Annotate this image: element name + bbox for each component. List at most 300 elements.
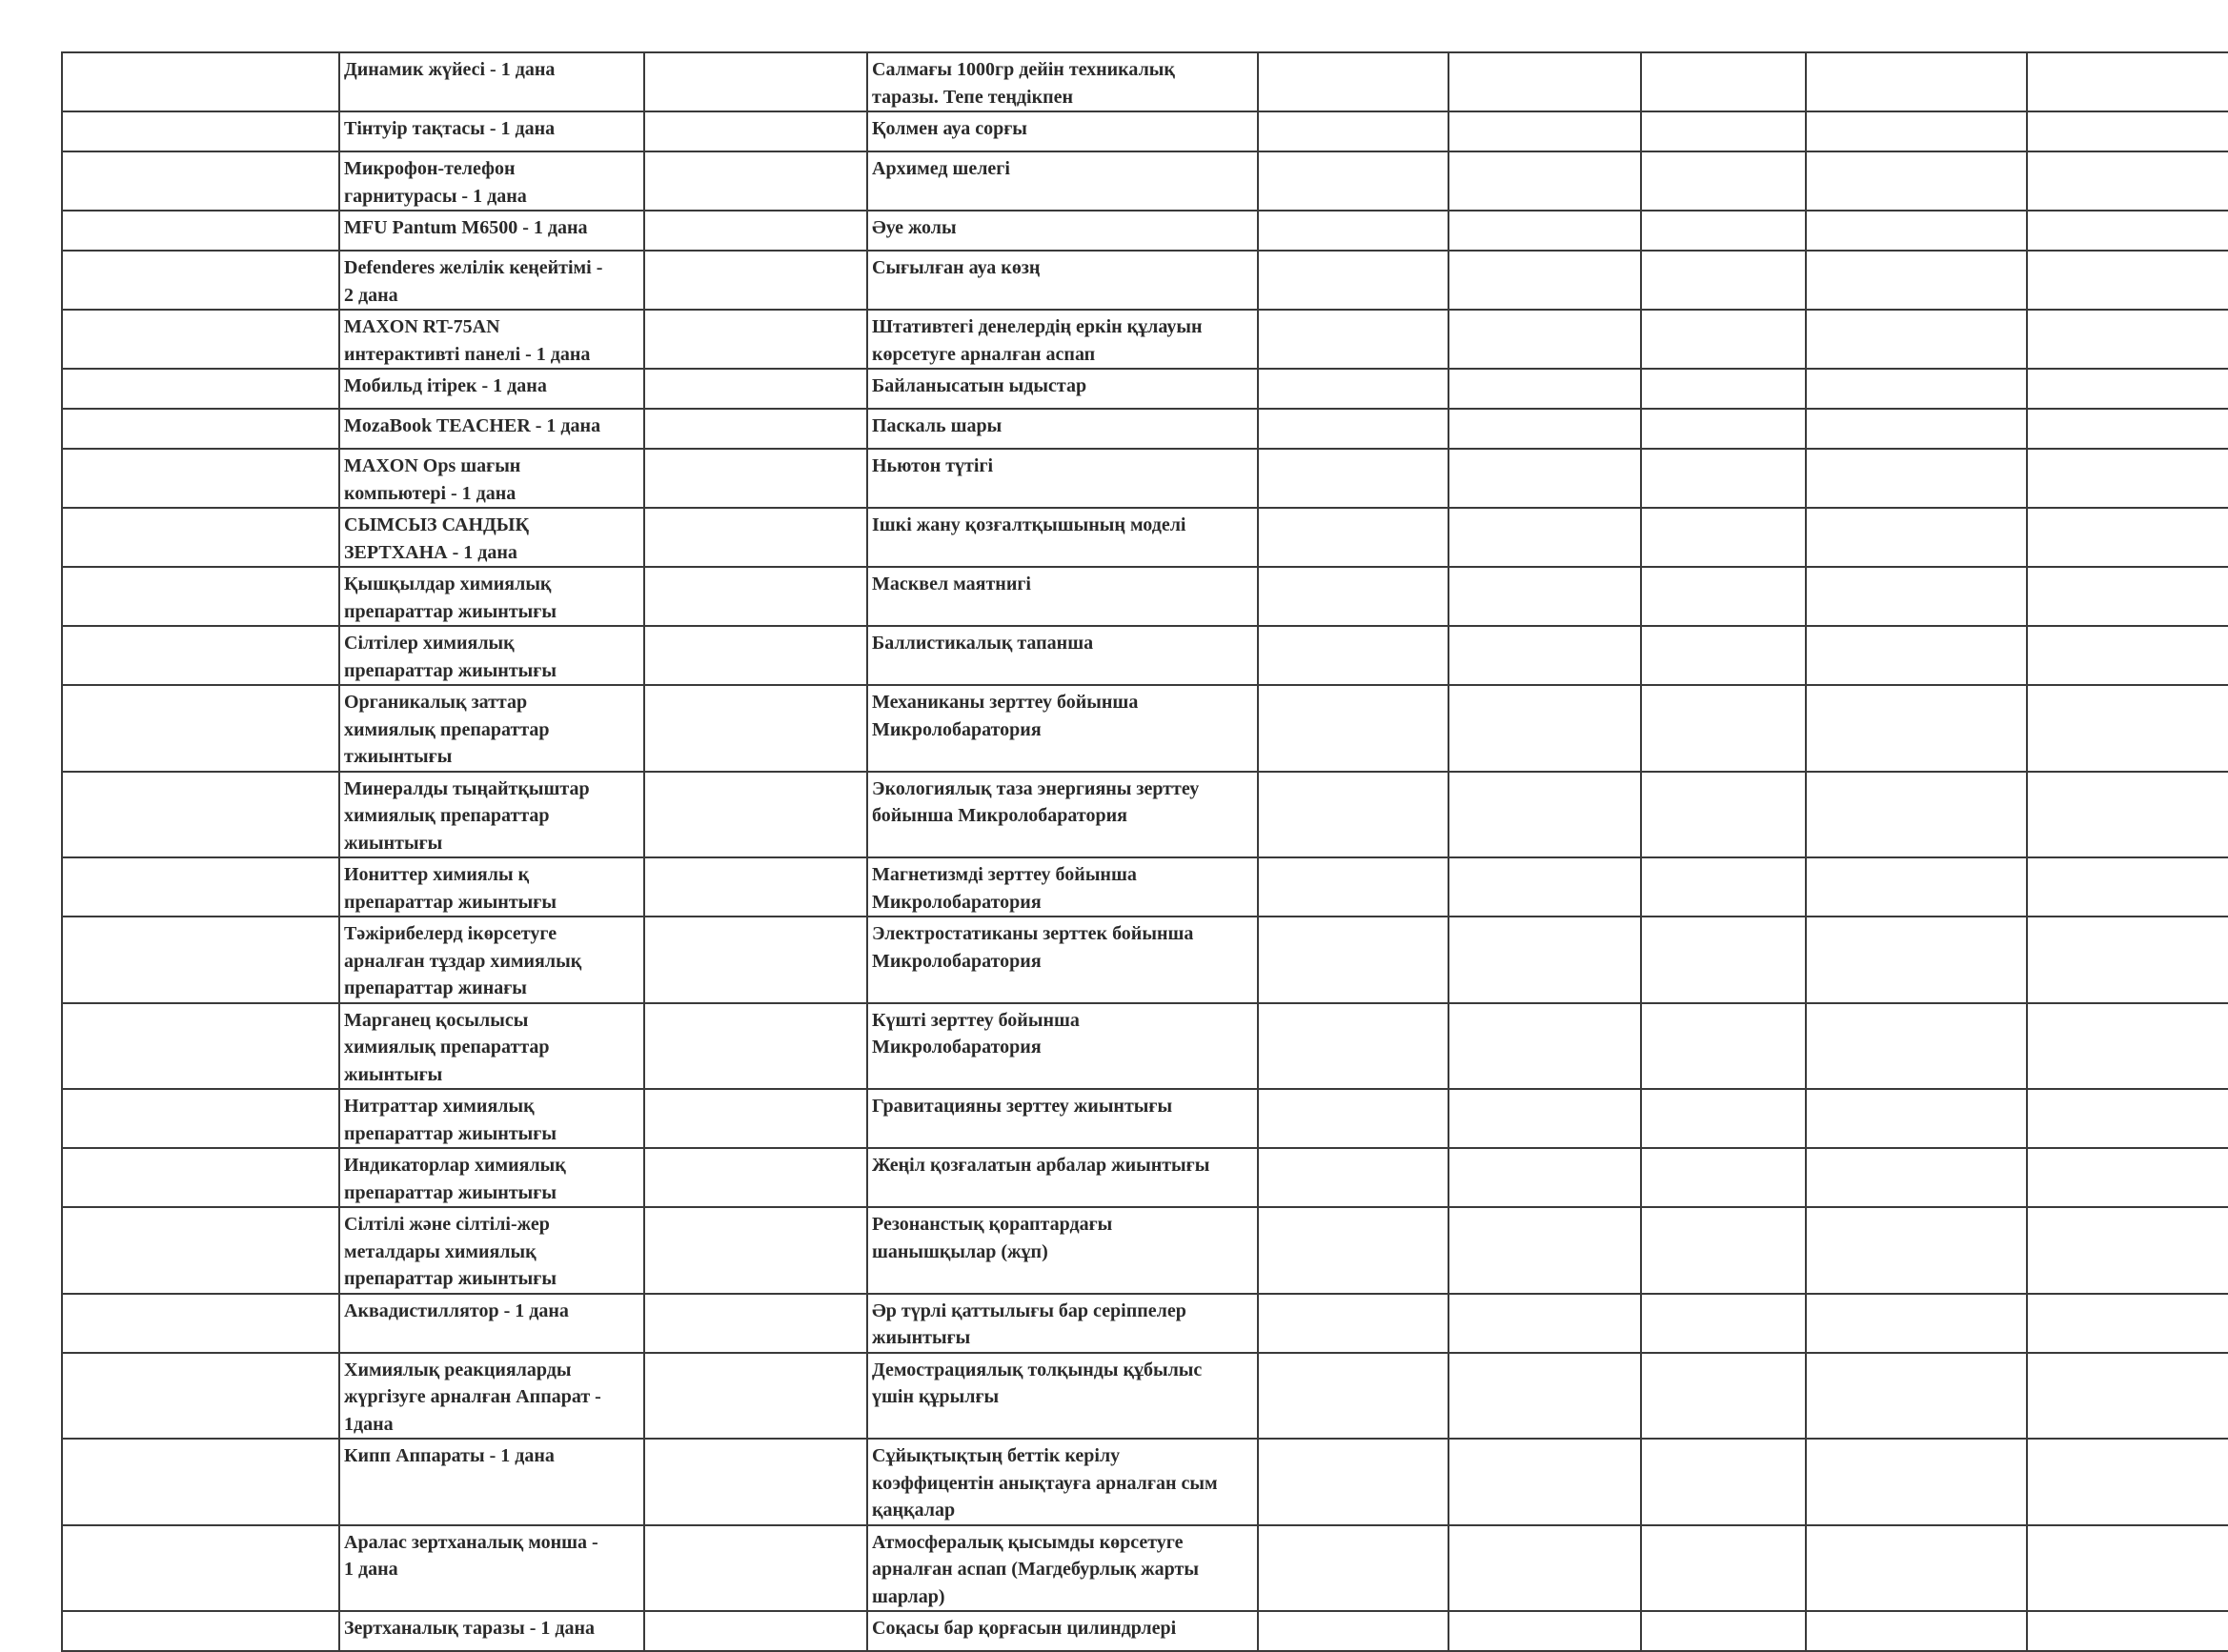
empty-cell — [2027, 1611, 2228, 1651]
empty-cell — [62, 626, 339, 685]
empty-cell — [644, 917, 867, 1003]
empty-cell — [2027, 151, 2228, 211]
apparatus-name: Гравитацияны зерттеу жиынтығы — [872, 1096, 1173, 1117]
empty-cell — [1641, 1525, 1806, 1612]
apparatus-name-cell — [867, 1089, 1258, 1148]
equipment-name-cell — [339, 772, 644, 858]
apparatus-name: Сығылған ауа көзң — [872, 257, 1041, 278]
empty-cell — [1448, 772, 1641, 858]
empty-cell — [1258, 685, 1448, 772]
empty-cell — [1806, 111, 2027, 151]
equipment-name: Мобильд ітірек - 1 дана — [344, 375, 547, 396]
empty-cell — [1641, 1207, 1806, 1294]
apparatus-name: Архимед шелегі — [872, 158, 1010, 179]
equipment-name-cell — [339, 1525, 644, 1612]
empty-cell — [644, 685, 867, 772]
empty-cell — [2027, 1089, 2228, 1148]
empty-cell — [1258, 310, 1448, 369]
empty-cell — [1258, 211, 1448, 251]
apparatus-name: Электростатиканы зерттек бойынша Микролобаратория — [872, 923, 1194, 972]
empty-cell — [644, 409, 867, 449]
empty-cell — [1806, 1353, 2027, 1440]
equipment-name: Сілтілер химиялық препараттар жиынтығы — [344, 633, 557, 681]
empty-cell — [1806, 857, 2027, 917]
empty-cell — [1258, 369, 1448, 409]
empty-cell — [1641, 626, 1806, 685]
table-row — [62, 508, 2228, 567]
equipment-name-cell — [339, 310, 644, 369]
empty-cell — [62, 52, 339, 111]
apparatus-name: Резонанстық қораптардағы шанышқылар (жұп) — [872, 1214, 1113, 1262]
equipment-name-cell — [339, 151, 644, 211]
table-row — [62, 1439, 2228, 1525]
equipment-name: Химиялық реакцияларды жүргізуге арналған Аппарат - 1дана — [344, 1359, 601, 1435]
empty-cell — [644, 111, 867, 151]
empty-cell — [1641, 449, 1806, 508]
empty-cell — [1806, 52, 2027, 111]
apparatus-name-cell — [867, 1439, 1258, 1525]
empty-cell — [2027, 1207, 2228, 1294]
empty-cell — [62, 151, 339, 211]
apparatus-name-cell — [867, 1207, 1258, 1294]
empty-cell — [1641, 1353, 1806, 1440]
apparatus-name: Соқасы бар қорғасын цилиндрлері — [872, 1618, 1177, 1639]
equipment-name-cell — [339, 567, 644, 626]
empty-cell — [644, 1294, 867, 1353]
apparatus-name-cell — [867, 251, 1258, 310]
table-row — [62, 52, 2228, 111]
table-row — [62, 917, 2228, 1003]
empty-cell — [1641, 151, 1806, 211]
apparatus-name: Ішкі жану қозғалтқышының моделі — [872, 514, 1186, 535]
equipment-name-cell — [339, 409, 644, 449]
empty-cell — [1806, 1294, 2027, 1353]
empty-cell — [644, 251, 867, 310]
empty-cell — [1806, 1525, 2027, 1612]
equipment-name: MFU Pantum M6500 - 1 дана — [344, 217, 588, 238]
equipment-name: Сілтілі және сілтілі-жер металдары химиялық препараттар жиынтығы — [344, 1214, 557, 1289]
empty-cell — [2027, 772, 2228, 858]
empty-cell — [2027, 567, 2228, 626]
equipment-name-cell — [339, 211, 644, 251]
equipment-name: Минералды тыңайтқыштар химиялық препараттар жиынтығы — [344, 777, 590, 854]
empty-cell — [62, 685, 339, 772]
empty-cell — [644, 857, 867, 917]
equipment-name: MAXON Ops шағын компьютері - 1 дана — [344, 455, 521, 504]
empty-cell — [1448, 567, 1641, 626]
empty-cell — [1641, 567, 1806, 626]
empty-cell — [62, 567, 339, 626]
apparatus-name-cell — [867, 626, 1258, 685]
apparatus-name-cell — [867, 1003, 1258, 1090]
apparatus-name-cell — [867, 1611, 1258, 1651]
empty-cell — [1258, 772, 1448, 858]
equipment-name-cell — [339, 449, 644, 508]
equipment-name-cell — [339, 685, 644, 772]
empty-cell — [644, 369, 867, 409]
empty-cell — [1448, 1525, 1641, 1612]
table-row — [62, 857, 2228, 917]
apparatus-name-cell — [867, 151, 1258, 211]
equipment-name: Индикаторлар химиялық препараттар жиынтығы — [344, 1155, 566, 1203]
equipment-name: Нитраттар химиялық препараттар жиынтығы — [344, 1096, 557, 1144]
empty-cell — [644, 1089, 867, 1148]
empty-cell — [1806, 151, 2027, 211]
equipment-name: Тінтуір тақтасы - 1 дана — [344, 118, 556, 139]
empty-cell — [1448, 111, 1641, 151]
apparatus-name-cell — [867, 1294, 1258, 1353]
equipment-name-cell — [339, 917, 644, 1003]
empty-cell — [1448, 251, 1641, 310]
table-row — [62, 251, 2228, 310]
empty-cell — [1448, 685, 1641, 772]
empty-cell — [1448, 857, 1641, 917]
apparatus-name: Механиканы зерттеу бойынша Микролобаратория — [872, 692, 1139, 740]
empty-cell — [2027, 1439, 2228, 1525]
empty-cell — [644, 1003, 867, 1090]
table-row — [62, 685, 2228, 772]
table-row — [62, 567, 2228, 626]
empty-cell — [1448, 369, 1641, 409]
equipment-name-cell — [339, 1148, 644, 1207]
empty-cell — [1806, 626, 2027, 685]
empty-cell — [1258, 1148, 1448, 1207]
empty-cell — [1448, 211, 1641, 251]
apparatus-name: Күшті зерттеу бойынша Микролобаратория — [872, 1009, 1080, 1058]
empty-cell — [2027, 251, 2228, 310]
empty-cell — [62, 1611, 339, 1651]
equipment-name-cell — [339, 1207, 644, 1294]
table-row — [62, 1207, 2228, 1294]
empty-cell — [1258, 567, 1448, 626]
empty-cell — [1258, 111, 1448, 151]
empty-cell — [1448, 449, 1641, 508]
empty-cell — [1448, 508, 1641, 567]
equipment-name: Аквадистиллятор - 1 дана — [344, 1299, 569, 1321]
empty-cell — [1806, 567, 2027, 626]
empty-cell — [644, 567, 867, 626]
empty-cell — [1448, 1207, 1641, 1294]
apparatus-name: Ньютон түтігі — [872, 455, 994, 476]
empty-cell — [62, 857, 339, 917]
empty-cell — [1806, 369, 2027, 409]
equipment-name: MAXON RT-75AN интерактивті панелі - 1 дана — [344, 316, 591, 365]
empty-cell — [1258, 1089, 1448, 1148]
equipment-name-cell — [339, 251, 644, 310]
empty-cell — [1806, 1611, 2027, 1651]
empty-cell — [644, 1525, 867, 1612]
apparatus-name: Экологиялық таза энергияны зерттеу бойынша Микролобаратория — [872, 777, 1200, 826]
table-row — [62, 1611, 2228, 1651]
empty-cell — [1258, 1525, 1448, 1612]
empty-cell — [1806, 251, 2027, 310]
apparatus-name: Әуе жолы — [872, 217, 957, 238]
empty-cell — [1448, 1003, 1641, 1090]
empty-cell — [2027, 857, 2228, 917]
empty-cell — [1258, 1611, 1448, 1651]
empty-cell — [644, 211, 867, 251]
empty-cell — [1641, 409, 1806, 449]
empty-cell — [2027, 1353, 2228, 1440]
empty-cell — [1448, 1353, 1641, 1440]
empty-cell — [1641, 772, 1806, 858]
empty-cell — [1806, 1207, 2027, 1294]
table-row — [62, 409, 2228, 449]
empty-cell — [62, 310, 339, 369]
empty-cell — [1258, 1353, 1448, 1440]
equipment-name: Тәжірибелерд ікөрсетуге арналған тұздар химиялық препараттар жинағы — [344, 923, 582, 998]
empty-cell — [644, 310, 867, 369]
empty-cell — [644, 1353, 867, 1440]
equipment-name: Defenderes желілік кеңейтімі - 2 дана — [344, 257, 603, 306]
empty-cell — [1258, 626, 1448, 685]
apparatus-name-cell — [867, 369, 1258, 409]
empty-cell — [1641, 857, 1806, 917]
equipment-name: MozaBook TEACHER - 1 дана — [344, 415, 601, 436]
empty-cell — [644, 151, 867, 211]
apparatus-name-cell — [867, 52, 1258, 111]
empty-cell — [644, 1207, 867, 1294]
empty-cell — [2027, 449, 2228, 508]
empty-cell — [2027, 52, 2228, 111]
table-row — [62, 772, 2228, 858]
apparatus-name-cell — [867, 1353, 1258, 1440]
equipment-name-cell — [339, 1003, 644, 1090]
equipment-name-cell — [339, 1611, 644, 1651]
empty-cell — [1448, 52, 1641, 111]
equipment-name-cell — [339, 857, 644, 917]
empty-cell — [644, 1611, 867, 1651]
empty-cell — [1258, 151, 1448, 211]
empty-cell — [62, 251, 339, 310]
table-row — [62, 151, 2228, 211]
empty-cell — [62, 111, 339, 151]
empty-cell — [1641, 1003, 1806, 1090]
empty-cell — [1641, 211, 1806, 251]
apparatus-name-cell — [867, 772, 1258, 858]
apparatus-name: Штативтегі денелердің еркін құлауын көрсетуге арналған аспап — [872, 316, 1203, 365]
empty-cell — [1641, 1294, 1806, 1353]
empty-cell — [62, 211, 339, 251]
empty-cell — [1806, 1439, 2027, 1525]
table-body — [62, 52, 2228, 1651]
apparatus-name: Масквел маятнигі — [872, 574, 1031, 594]
empty-cell — [1258, 251, 1448, 310]
apparatus-name: Демострациялық толқынды құбылыс үшін құрылғы — [872, 1359, 1203, 1407]
empty-cell — [1448, 151, 1641, 211]
empty-cell — [644, 1439, 867, 1525]
empty-cell — [2027, 409, 2228, 449]
apparatus-name: Байланысатын ыдыстар — [872, 375, 1087, 396]
empty-cell — [1258, 449, 1448, 508]
empty-cell — [2027, 917, 2228, 1003]
empty-cell — [62, 449, 339, 508]
empty-cell — [62, 772, 339, 858]
equipment-name: Марганец қосылысы химиялық препараттар жиынтығы — [344, 1009, 550, 1085]
empty-cell — [1258, 1439, 1448, 1525]
empty-cell — [644, 772, 867, 858]
table-row — [62, 449, 2228, 508]
table-row — [62, 369, 2228, 409]
apparatus-name: Қолмен ауа сорғы — [872, 118, 1027, 139]
empty-cell — [2027, 1525, 2228, 1612]
empty-cell — [1806, 685, 2027, 772]
empty-cell — [1258, 1003, 1448, 1090]
empty-cell — [62, 917, 339, 1003]
empty-cell — [2027, 369, 2228, 409]
empty-cell — [644, 1148, 867, 1207]
table-row — [62, 1003, 2228, 1090]
equipment-name-cell — [339, 1294, 644, 1353]
empty-cell — [1806, 310, 2027, 369]
equipment-name: Зертханалық таразы - 1 дана — [344, 1618, 596, 1639]
empty-cell — [1258, 409, 1448, 449]
empty-cell — [1448, 626, 1641, 685]
empty-cell — [62, 508, 339, 567]
equipment-name-cell — [339, 1353, 644, 1440]
empty-cell — [62, 1089, 339, 1148]
equipment-name-cell — [339, 1089, 644, 1148]
apparatus-name: Атмосфералық қысымды көрсетуге арналған аспап (Магдебурлық жарты шарлар) — [872, 1531, 1199, 1607]
empty-cell — [1641, 1148, 1806, 1207]
empty-cell — [2027, 1003, 2228, 1090]
empty-cell — [1806, 772, 2027, 858]
table-row — [62, 310, 2228, 369]
empty-cell — [62, 1294, 339, 1353]
table-row — [62, 626, 2228, 685]
equipment-name: СЫМСЫЗ САНДЫҚ ЗЕРТХАНА - 1 дана — [344, 514, 529, 563]
equipment-name: Қышқылдар химиялық препараттар жиынтығы — [344, 574, 557, 622]
apparatus-name-cell — [867, 310, 1258, 369]
apparatus-name: Паскаль шары — [872, 415, 1003, 436]
empty-cell — [62, 1003, 339, 1090]
apparatus-name-cell — [867, 508, 1258, 567]
equipment-name: Органикалық заттар химиялық препараттар тжиынтығы — [344, 692, 550, 767]
empty-cell — [1806, 1089, 2027, 1148]
apparatus-name-cell — [867, 409, 1258, 449]
apparatus-name-cell — [867, 211, 1258, 251]
apparatus-name-cell — [867, 449, 1258, 508]
equipment-name: Динамик жүйесі - 1 дана — [344, 59, 556, 80]
empty-cell — [1641, 310, 1806, 369]
empty-cell — [2027, 626, 2228, 685]
table-row — [62, 1525, 2228, 1612]
empty-cell — [2027, 1294, 2228, 1353]
apparatus-name: Магнетизмді зерттеу бойынша Микролобаратория — [872, 864, 1137, 913]
empty-cell — [2027, 508, 2228, 567]
apparatus-name: Баллистикалық тапанша — [872, 633, 1094, 654]
empty-cell — [1258, 1207, 1448, 1294]
empty-cell — [2027, 211, 2228, 251]
empty-cell — [1806, 917, 2027, 1003]
empty-cell — [62, 1207, 339, 1294]
empty-cell — [644, 508, 867, 567]
empty-cell — [62, 369, 339, 409]
empty-cell — [1641, 1611, 1806, 1651]
empty-cell — [1448, 409, 1641, 449]
equipment-name-cell — [339, 508, 644, 567]
apparatus-name-cell — [867, 685, 1258, 772]
empty-cell — [1448, 1148, 1641, 1207]
equipment-name-cell — [339, 52, 644, 111]
empty-cell — [1448, 1611, 1641, 1651]
empty-cell — [1641, 685, 1806, 772]
apparatus-name-cell — [867, 111, 1258, 151]
table-row — [62, 1353, 2228, 1440]
empty-cell — [644, 52, 867, 111]
empty-cell — [1806, 508, 2027, 567]
equipment-name: Микрофон-телефон гарнитурасы - 1 дана — [344, 158, 527, 207]
empty-cell — [1806, 409, 2027, 449]
apparatus-name-cell — [867, 857, 1258, 917]
empty-cell — [1806, 1003, 2027, 1090]
empty-cell — [1806, 449, 2027, 508]
equipment-name-cell — [339, 1439, 644, 1525]
empty-cell — [1641, 52, 1806, 111]
empty-cell — [644, 626, 867, 685]
empty-cell — [1448, 1294, 1641, 1353]
empty-cell — [2027, 1148, 2228, 1207]
empty-cell — [1806, 211, 2027, 251]
table-row — [62, 1148, 2228, 1207]
table-row — [62, 211, 2228, 251]
equipment-name: Кипп Аппараты - 1 дана — [344, 1445, 555, 1466]
table-row — [62, 1089, 2228, 1148]
empty-cell — [1258, 508, 1448, 567]
empty-cell — [1258, 917, 1448, 1003]
empty-cell — [62, 1148, 339, 1207]
table-row — [62, 1294, 2228, 1353]
empty-cell — [1641, 917, 1806, 1003]
empty-cell — [1641, 369, 1806, 409]
empty-cell — [62, 1525, 339, 1612]
empty-cell — [1641, 1089, 1806, 1148]
apparatus-name: Салмағы 1000гр дейін техникалық таразы. Тепе теңдікпен — [872, 59, 1175, 108]
empty-cell — [2027, 111, 2228, 151]
empty-cell — [1641, 1439, 1806, 1525]
equipment-name: Аралас зертханалық монша - 1 дана — [344, 1531, 598, 1580]
equipment-table — [61, 51, 2228, 1652]
equipment-name: Иониттер химиялы қ препараттар жиынтығы — [344, 864, 557, 913]
empty-cell — [2027, 310, 2228, 369]
equipment-name-cell — [339, 111, 644, 151]
apparatus-name-cell — [867, 917, 1258, 1003]
empty-cell — [1448, 917, 1641, 1003]
equipment-name-cell — [339, 626, 644, 685]
empty-cell — [1448, 310, 1641, 369]
apparatus-name-cell — [867, 1148, 1258, 1207]
apparatus-name-cell — [867, 1525, 1258, 1612]
empty-cell — [62, 1439, 339, 1525]
empty-cell — [644, 449, 867, 508]
empty-cell — [1448, 1439, 1641, 1525]
empty-cell — [1641, 508, 1806, 567]
apparatus-name-cell — [867, 567, 1258, 626]
empty-cell — [1641, 111, 1806, 151]
empty-cell — [1258, 52, 1448, 111]
equipment-name-cell — [339, 369, 644, 409]
empty-cell — [1448, 1089, 1641, 1148]
empty-cell — [62, 409, 339, 449]
empty-cell — [62, 1353, 339, 1440]
apparatus-name: Жеңіл қозғалатын арбалар жиынтығы — [872, 1155, 1210, 1176]
table-row — [62, 111, 2228, 151]
empty-cell — [2027, 685, 2228, 772]
apparatus-name: Әр түрлі қаттылығы бар серіппелер жиынтығы — [872, 1299, 1186, 1348]
empty-cell — [1258, 1294, 1448, 1353]
empty-cell — [1806, 1148, 2027, 1207]
empty-cell — [1641, 251, 1806, 310]
